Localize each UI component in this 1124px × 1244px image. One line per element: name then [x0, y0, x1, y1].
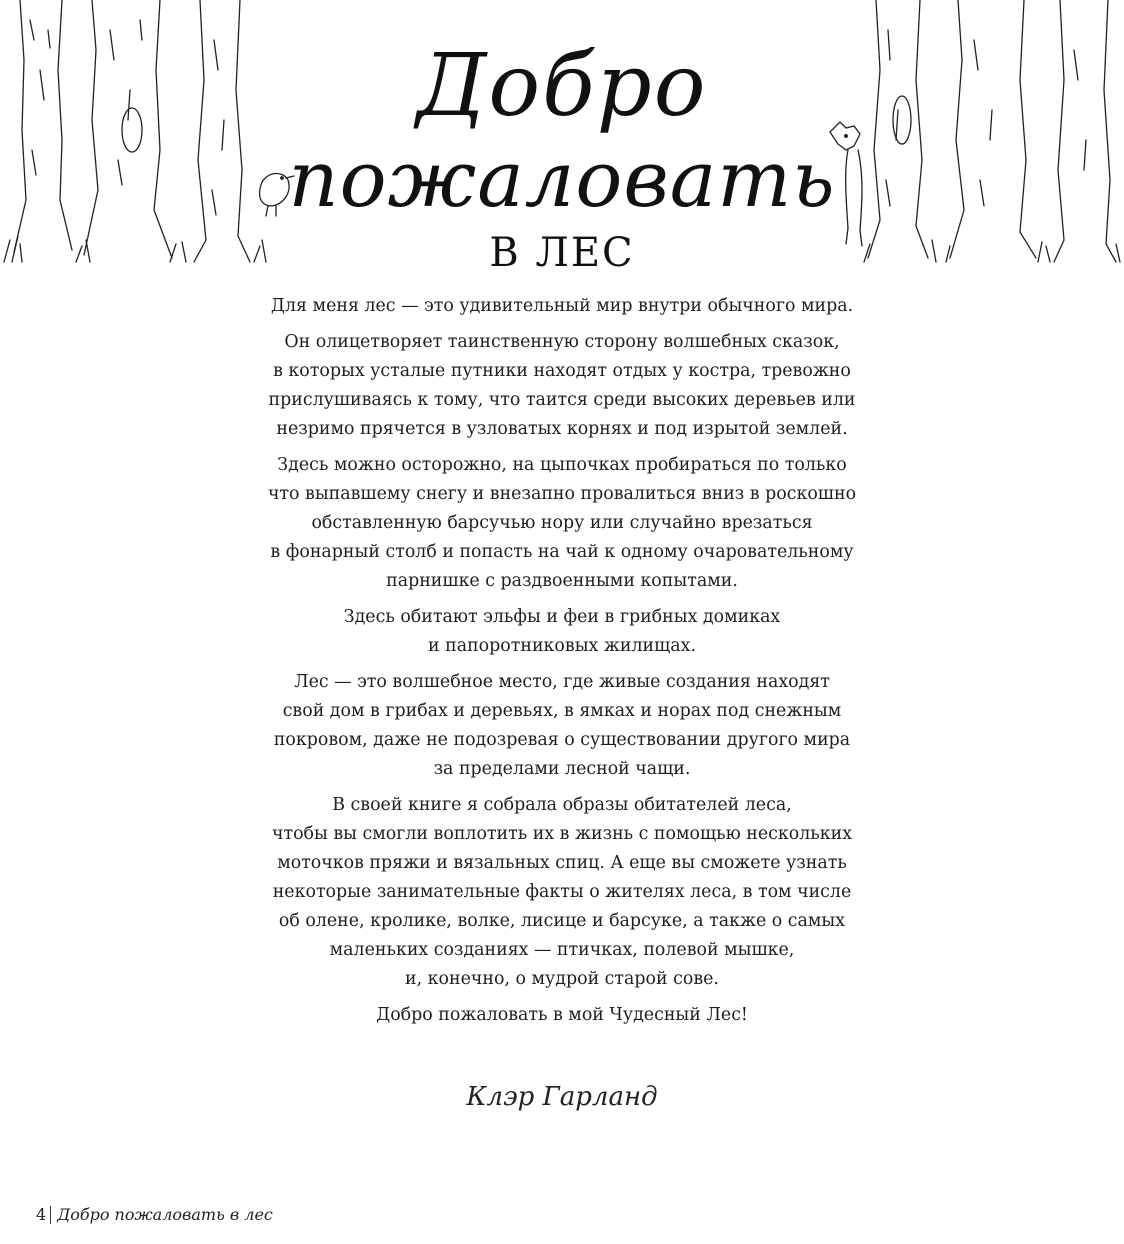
page-footer	[36, 1205, 273, 1224]
page-subtitle: В ЛЕС	[489, 230, 635, 276]
paragraph: Здесь можно осторожно, на цыпочках пробираться по только что выпавшему снегу и внезапно провалиться вниз в роскошно обставленную барсучью нору или случайно врезаться в фонарный столб и попасть на чай к одному очаровательному парнишке с раздвоенными копытами.	[267, 455, 857, 591]
page-title-line-2: пожаловать	[288, 135, 836, 225]
footer-divider	[50, 1206, 51, 1224]
author-signature: Клэр Гарланд	[466, 1082, 658, 1112]
intro-text	[180, 292, 944, 1037]
paragraph: Добро пожаловать в мой Чудесный Лес!	[376, 1005, 748, 1025]
paragraph: Он олицетворяет таинственную сторону волшебных сказок, в которых усталые путники находят отдых у костра, тревожно прислушиваясь к тому, что таится среди высоких деревьев или незримо прячется в узловатых корнях и под изрытой землей.	[268, 332, 856, 439]
paragraph: Для меня лес — это удивительный мир внутри обычного мира.	[270, 296, 854, 316]
paragraph: В своей книге я собрала образы обитателей леса, чтобы вы смогли воплотить их в жизнь с помощью нескольких моточков пряжи и вязальных спиц. А еще вы сможете узнать некоторые занимательные факты о жителях леса, в том числе об олене, кролике, волке, лисице и барсуке, а также о самых маленьких созданиях — птичках, полевой мышке, и, конечно, о мудрой старой сове.	[271, 795, 853, 989]
paragraph: Лес — это волшебное место, где живые создания находят свой дом в грибах и деревьях, в ямках и норах под снежным покровом, даже не подозревая о существовании другого мира за пределами лесной чащи.	[273, 672, 851, 779]
page-title-line-1: Добро	[416, 36, 708, 136]
page-number: 4	[36, 1205, 47, 1224]
paragraph: Здесь обитают эльфы и феи в грибных домиках и папоротниковых жилищах.	[343, 607, 781, 656]
footer-running-title: Добро пожаловать в лес	[57, 1205, 273, 1224]
